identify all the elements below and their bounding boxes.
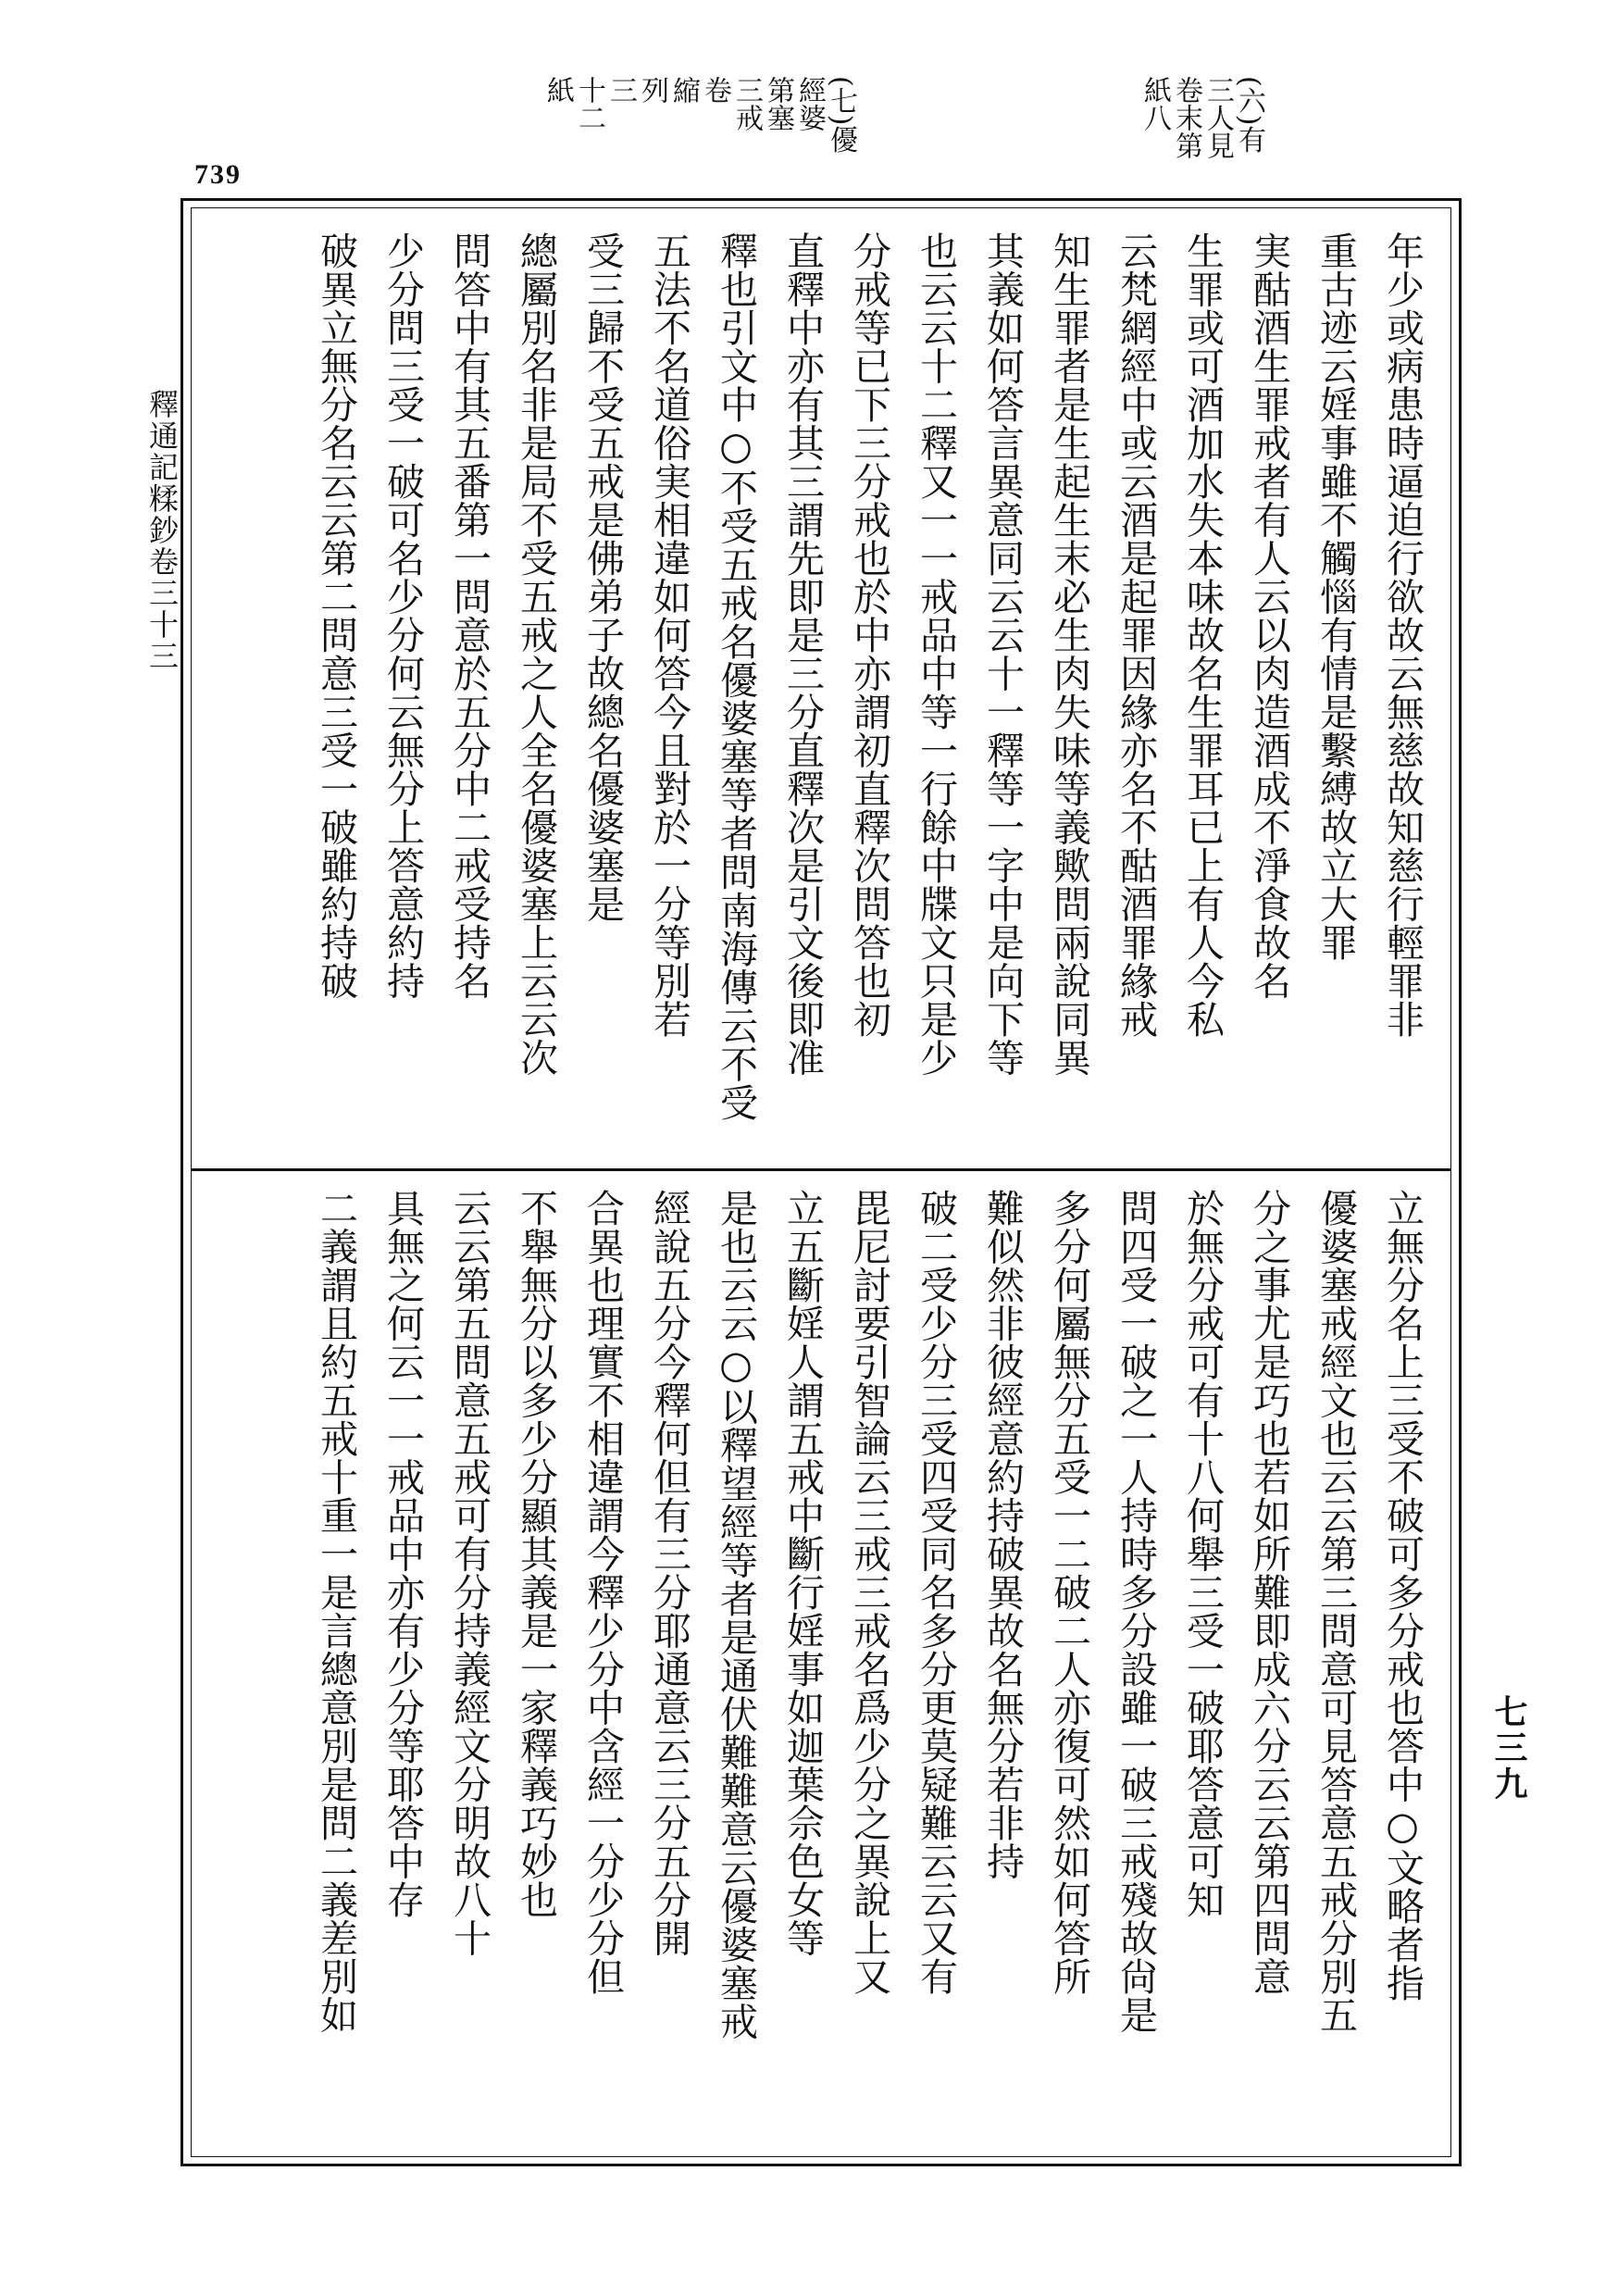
bottom-column-2: 優婆塞戒經文也云云第三問意可見答意五戒分別五 xyxy=(1313,1189,1358,2034)
top-column-12: 五法不名道俗実相違如何答今且對於一分等別若 xyxy=(647,231,691,1039)
top-column-1: 年少或病患時逼迫行欲故云無慈故知慈行輕罪非 xyxy=(1380,231,1425,1039)
top-column-4: 生罪或可酒加水失本味故名生罪耳已上有人今私 xyxy=(1180,231,1225,1039)
top-column-13: 受三歸不受五戒是佛弟子故總名優婆塞是 xyxy=(580,231,625,923)
bottom-column-4: 於無分戒可有十八何舉三受一破耶答意可知 xyxy=(1180,1189,1225,1919)
top-column-9: 分戒等已下三分戒也於中亦謂初直釋次問答也初 xyxy=(847,231,891,1039)
page-folio: 七三九 xyxy=(1489,1694,1528,1803)
bottom-column-17: 二義謂且約五戒十重一是言總意別是問二義差別如 xyxy=(314,1189,358,2034)
bottom-column-16: 具無之何云一一戒品中亦有少分等耶答中存 xyxy=(380,1189,425,1919)
bottom-column-13: 合異也理實不相違謂今釋少分中含經一分少分但 xyxy=(580,1189,625,1996)
top-column-14: 總屬別名非是局不受五戒之人全名優婆塞上云云次 xyxy=(514,231,558,1077)
margin-note-left: (七)優 經婆 第塞 三戒 卷 縮 列 三 十二 紙 xyxy=(541,76,857,154)
bottom-column-6: 多分何屬無分五受一二破二人亦復可然如何答所 xyxy=(1047,1189,1091,1996)
bottom-column-7: 難似然非彼經意約持破異故名無分若非持 xyxy=(980,1189,1025,1880)
bottom-column-9: 毘尼討要引智論云三戒三戒名爲少分之異說上又 xyxy=(847,1189,891,1996)
page-number: 739 xyxy=(194,159,242,190)
bottom-column-10: 立五斷婬人謂五戒中斷行婬事如迦葉佘色女等 xyxy=(780,1189,825,1957)
top-column-5: 云梵網經中或云酒是起罪因緣亦名不酤酒罪緣戒 xyxy=(1114,231,1158,1039)
top-column-6: 知生罪者是生起生末必生肉失味等義歟問兩說同異 xyxy=(1047,231,1091,1077)
bottom-column-3: 分之事尤是巧也若如所難即成六分云云第四問意 xyxy=(1247,1189,1291,1996)
bottom-column-11: 是也云云○以釋望經等者是通伏難難意云優婆塞戒 xyxy=(714,1189,758,2040)
bottom-column-5: 問四受一破之一人持時多分設雖一破三戒殘故尙是 xyxy=(1114,1189,1158,2034)
bottom-column-14: 不舉無分以多少分顯其義是一家釋義巧妙也 xyxy=(514,1189,558,1919)
top-column-3: 実酤酒生罪戒者有人云以肉造酒成不淨食故名 xyxy=(1247,231,1291,1000)
top-column-7: 其義如何答言異意同云云十一釋等一字中是向下等 xyxy=(980,231,1025,1077)
bottom-column-1: 立無分名上三受不破可多分戒也答中○文略者指 xyxy=(1380,1189,1425,2003)
top-column-11: 釋也引文中○不受五戒名優婆塞等者問南海傳云不受 xyxy=(714,231,758,1122)
bottom-column-12: 經說五分今釋何但有三分耶通意云三分五分開 xyxy=(647,1189,691,1957)
top-column-10: 直釋中亦有其三謂先即是三分直釋次是引文後即准 xyxy=(780,231,825,1077)
top-column-2: 重古迹云婬事雖不觸惱有情是繫縛故立大罪 xyxy=(1313,231,1358,962)
top-column-17: 破異立無分名云云第二問意三受一破雖約持破 xyxy=(314,231,358,1000)
top-column-16: 少分問三受一破可名少分何云無分上答意約持 xyxy=(380,231,425,1000)
top-column-15: 問答中有其五番第一問意於五分中二戒受持名 xyxy=(447,231,492,1000)
bottom-column-8: 破二受少分三受四受同名多分更莫疑難云云又有 xyxy=(914,1189,958,1996)
running-title: 釋通記糅鈔卷三十三 xyxy=(144,389,180,672)
bottom-column-15: 云云第五問意五戒可有分持義經文分明故八十 xyxy=(447,1189,492,1957)
margin-note-right: (六)有 三人見 卷末第 紙八 xyxy=(1139,76,1265,159)
top-column-8: 也云云十二釋又一一戒品中等一行餘中牒文只是少 xyxy=(914,231,958,1077)
block-divider xyxy=(191,1168,1451,1171)
